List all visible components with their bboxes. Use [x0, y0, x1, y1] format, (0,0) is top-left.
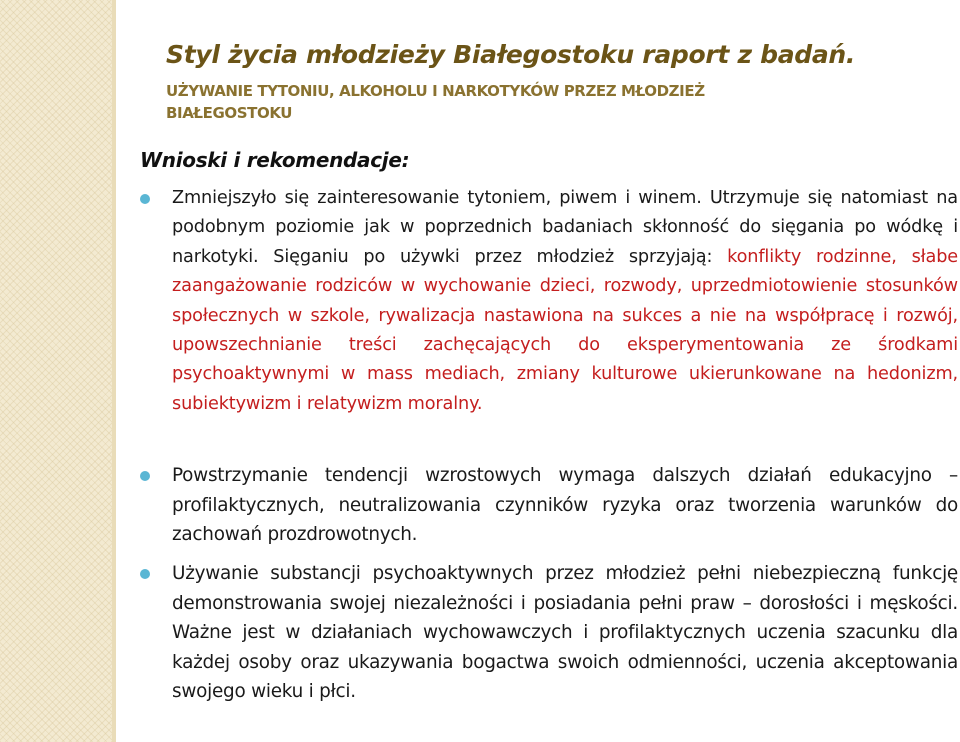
slide-title: Styl życia młodzieży Białegostoku raport z badań. — [166, 40, 856, 69]
decorative-stripe-edge — [112, 0, 116, 742]
section-heading: Wnioski i rekomendacje: — [140, 148, 410, 172]
conclusion-1-intro-text: Zmniejszyło się zainteresowanie tytoniem, piwem i winem. Utrzymuje się natomiast na podobnym poziomie jak w poprzednich badaniach skłonność do sięgania po wódkę i narkotyki. Sięganiu po używki przez młodzież sprzyjają: — [172, 188, 958, 267]
slide-subtitle: UŻYWANIE TYTONIU, ALKOHOLU I NARKOTYKÓW PRZEZ MŁODZIEŻ BIAŁEGOSTOKU — [166, 82, 705, 122]
bullet-marker-3 — [140, 569, 150, 579]
conclusion-paragraph-2: Powstrzymanie tendencji wzrostowych wymaga dalszych działań edukacyjno – profilaktycznych, neutralizowania czynników ryzyka oraz tworzenia warunków do zachowań prozdrowotnych. — [172, 465, 958, 545]
bullet-marker-1 — [140, 194, 150, 204]
decorative-side-stripe — [0, 0, 112, 742]
bullet-marker-2 — [140, 471, 150, 481]
conclusion-paragraph-1 — [172, 184, 958, 419]
conclusion-1-risk-factors-text: konflikty rodzinne, słabe zaangażowanie rodziców w wychowanie dzieci, rozwody, uprzedmiotowienie stosunków społecznych w szkole, rywalizacja nastawiona na sukces a nie na współpracę i rozwój, upowszechnianie treści zachęcających do eksperymentowania ze środkami psychoaktywnymi w mass mediach, zmiany kulturowe ukierunkowane na hedonizm, subiektywizm i relatywizm moralny. — [172, 246, 959, 414]
conclusion-paragraph-3: Używanie substancji psychoaktywnych przez młodzież pełni niebezpieczną funkcję demonstrowania swojej niezależności i posiadania pełni praw – dorosłości i męskości. Ważne jest w działaniach wychowawczych i profilaktycznych uczenia szacunku dla każdej osoby oraz ukazywania bogactwa swoich odmienności, uczenia akceptowania swojego wieku i płci. — [172, 563, 958, 702]
